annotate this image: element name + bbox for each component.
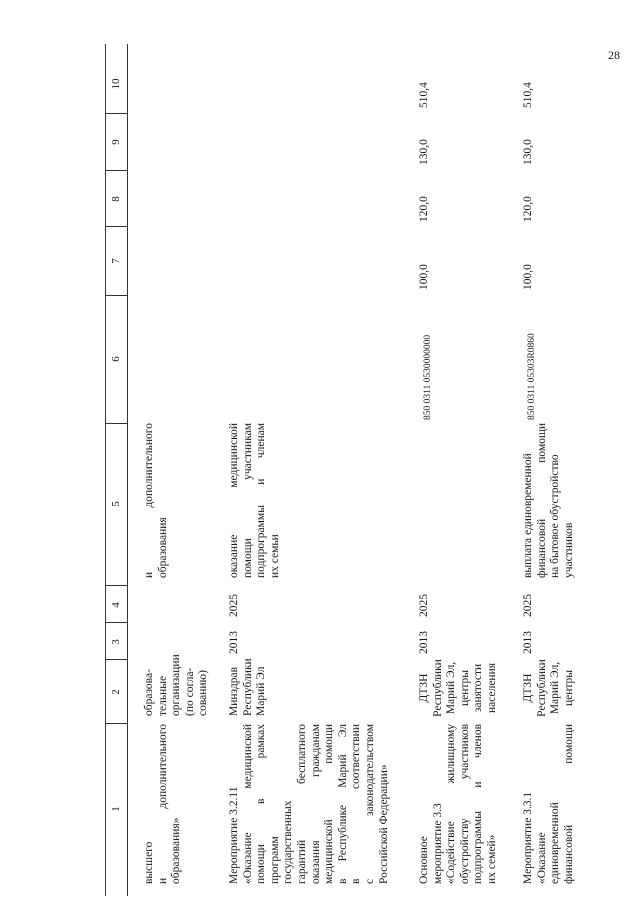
table-row-4-col-3: 2013 <box>522 631 534 654</box>
table-row-2-col-3: 2013 <box>228 631 240 654</box>
table-row-4-col-2: ДТЗН Республики Марий Эл, центры <box>522 659 575 717</box>
table-row-3-col-3: 2013 <box>418 631 430 654</box>
table-row-3-col-7: 100,0 <box>418 264 430 290</box>
col-header-1: 1 <box>110 806 122 812</box>
col-sep <box>105 295 127 296</box>
table-row-4-col-1: Мероприятие 3.3.1 «Оказание единовременной финансовой помощи <box>522 724 575 884</box>
col-sep <box>105 659 127 660</box>
col-sep <box>105 423 127 424</box>
table-row-3-col-4: 2025 <box>418 594 430 617</box>
col-header-3: 3 <box>110 639 122 645</box>
table-row-3-col-9: 130,0 <box>418 139 430 165</box>
col-sep <box>105 226 127 227</box>
table-row-2-col-1: Мероприятие 3.2.11 «Оказание медицинской помощи в рамках программ государственных гарантий бесплатного оказания гражданам медицинской помощи в Республике Марий Эл в соответствии с законодательством Российской Федерации» <box>228 724 390 884</box>
table-row-3-col-10: 510,4 <box>418 82 430 108</box>
col-header-10: 10 <box>110 78 122 90</box>
col-header-6: 6 <box>110 356 122 362</box>
table-row-4-col-10: 510,4 <box>522 82 534 108</box>
col-header-9: 9 <box>110 139 122 145</box>
table-row-2-col-2: Минздрав Республики Марий Эл <box>228 658 268 716</box>
col-header-8: 8 <box>110 196 122 202</box>
col-sep <box>105 622 127 623</box>
table-row-3-col-8: 120,0 <box>418 196 430 222</box>
table-header-border <box>127 44 128 896</box>
table-row-4-col-4: 2025 <box>522 594 534 617</box>
col-header-7: 7 <box>110 258 122 264</box>
col-sep <box>105 585 127 586</box>
table-row-4-col-8: 120,0 <box>522 196 534 222</box>
col-header-4: 4 <box>110 602 122 608</box>
col-header-5: 5 <box>110 501 122 507</box>
col-header-2: 2 <box>110 689 122 695</box>
col-sep <box>105 723 127 724</box>
table-row-1-col-1: высшего и дополнительного образования» <box>143 724 183 884</box>
table-row-1-col-5: и дополнительного образования <box>143 423 169 578</box>
page-number: 28 <box>608 48 620 62</box>
table-row-2-col-4: 2025 <box>228 594 240 617</box>
table-row-4-col-7: 100,0 <box>522 264 534 290</box>
table-row-3-col-1: Основное мероприятие 3.3 «Содействие жилищному обустройству участников подпрограммы и членов их семей» <box>418 724 498 884</box>
table-row-3-col-2: ДТЗН Республики Марий Эл, центры занятости населения <box>418 659 498 717</box>
table-top-border <box>105 44 106 896</box>
table-row-4-col-6: 850 0311 05303R0860 <box>527 333 537 420</box>
col-sep <box>105 170 127 171</box>
table-row-4-col-9: 130,0 <box>522 139 534 165</box>
table-row-2-col-5: оказание медицинской помощи участникам подпрограммы и членам их семьи <box>228 423 281 578</box>
col-sep <box>105 113 127 114</box>
table-row-3-col-6: 850 0311 0530000000 <box>423 334 433 420</box>
table-row-4-col-5: выплата единовременной финансовой помощи на бытовое обустройство участников <box>522 423 575 578</box>
table-row-1-col-2: образова- тельные организации (по согла- сованию) <box>143 654 210 716</box>
